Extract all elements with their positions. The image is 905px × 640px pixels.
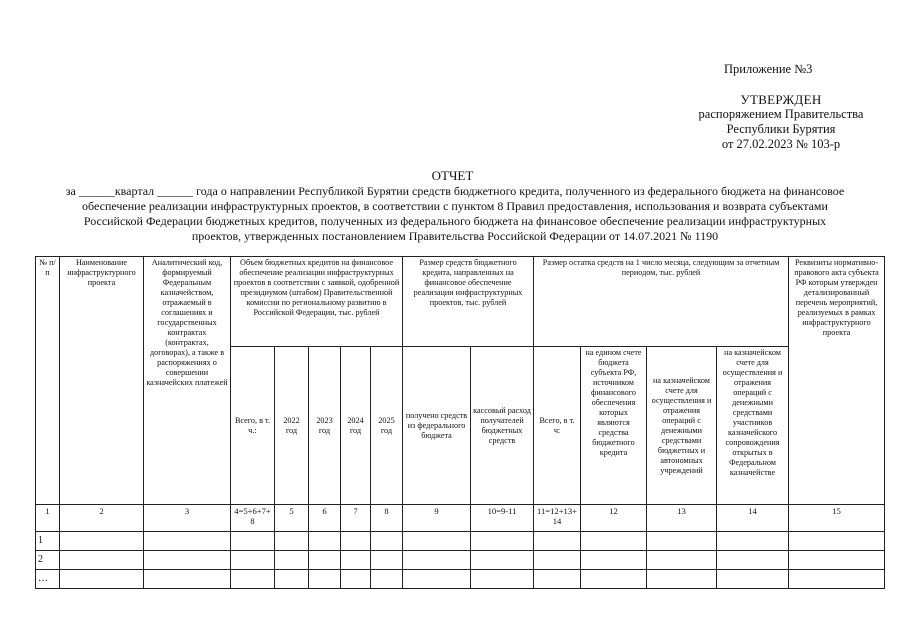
approved-line-1: распоряжением Правительства	[698, 107, 864, 121]
table-row	[36, 532, 885, 551]
sub-treasury-institutions: на казначейском счете для осуществления и отражения операций с денежными средствами бюджетных и автономных учреждений	[647, 347, 717, 505]
header-balance: Размер остатка средств на 1 число месяца, следующим за отчетным периодом, тыс. рублей	[534, 257, 789, 347]
table-row	[36, 551, 885, 570]
table-row	[36, 570, 885, 589]
sub-year-2025: 2025 год	[371, 347, 403, 505]
sub-received: получено средств из федерального бюджета	[403, 347, 471, 505]
column-number: 15	[789, 505, 885, 532]
header-num: № п/п	[36, 257, 60, 505]
row-number: 2	[36, 551, 60, 570]
column-number: 1	[36, 505, 60, 532]
report-table	[35, 256, 885, 589]
column-number: 14	[717, 505, 789, 532]
report-subtitle: за ______квартал ______ года о направлении Республикой Бурятии средств бюджетного кредита, полученного из федерального бюджета на финансовое обеспечение реализации инфраструктурных проектов, в соответствии с пунктом 8 Правил предоставления, использования и возврата субъектами Российской Федерации бюджетных кредитов, полученных из федерального бюджета на финансовое обеспечение реализации инфраструктурных проектов, утвержденных постановлением Правительства Российской Федерации от 14.07.2021 № 1190	[65, 184, 845, 243]
sub-year-2023: 2023 год	[309, 347, 341, 505]
sub-year-2024: 2024 год	[341, 347, 371, 505]
approved-line-3: от 27.02.2023 № 103-р	[721, 137, 841, 151]
report-title: ОТЧЕТ	[431, 168, 474, 183]
column-number: 3	[144, 505, 231, 532]
column-number: 13	[647, 505, 717, 532]
column-number: 5	[275, 505, 309, 532]
sub-volume-total: Всего, в т. ч.:	[231, 347, 275, 505]
appendix-label: Приложение №3	[724, 62, 813, 76]
column-number: 9	[403, 505, 471, 532]
row-number: 1	[36, 532, 60, 551]
header-credit-volume: Объем бюджетных кредитов на финансовое обеспечение реализации инфраструктурных проектов в соответствии с заявкой, одобренной президиумом (штабом) Правительственной комиссии по региональному развитию в Российской Федерации, тыс. рублей	[231, 257, 403, 347]
approved-title: УТВЕРЖДЕН	[740, 92, 822, 107]
header-project-name: Наименование инфраструктурного проекта	[60, 257, 144, 505]
sub-year-2022: 2022 год	[275, 347, 309, 505]
row-number: …	[36, 570, 60, 589]
column-number: 12	[581, 505, 647, 532]
sub-single-account: на едином счете бюджета субъекта РФ, источником финансового обеспечения которых являются средства бюджетного кредита	[581, 347, 647, 505]
sub-cash-expense: кассовый расход получателей бюджетных средств	[471, 347, 534, 505]
column-number: 4=5+6+7+8	[231, 505, 275, 532]
sub-balance-total: Всего, в т. ч:	[534, 347, 581, 505]
sub-treasury-participants: на казначейском счете для осуществления и отражения операций с денежными средствами участников казначейского сопровождения открытых в Федеральном казначействе	[717, 347, 789, 505]
column-number: 2	[60, 505, 144, 532]
column-number: 8	[371, 505, 403, 532]
approval-block	[676, 92, 886, 152]
approved-line-2: Республики Бурятия	[726, 122, 836, 136]
column-number: 7	[341, 505, 371, 532]
column-numbers-row	[36, 505, 885, 532]
header-analytic-code: Аналитический код, формируемый Федеральным казначейством, отражаемый в соглашениях и государственных контрактах (контрактах, договорах), а также в распоряжениях о совершении казначейских платежей	[144, 257, 231, 505]
column-number: 6	[309, 505, 341, 532]
column-number: 10=9-11	[471, 505, 534, 532]
column-number: 11=12+13+14	[534, 505, 581, 532]
header-credit-size: Размер средств бюджетного кредита, направленных на финансовое обеспечение реализации инфраструктурных проектов, тыс. рублей	[403, 257, 534, 347]
header-requisites: Реквизиты нормативно-правового акта субъекта РФ которым утвержден детализированный перечень мероприятий, реализуемых в рамках инфраструктурного проекта	[789, 257, 885, 505]
